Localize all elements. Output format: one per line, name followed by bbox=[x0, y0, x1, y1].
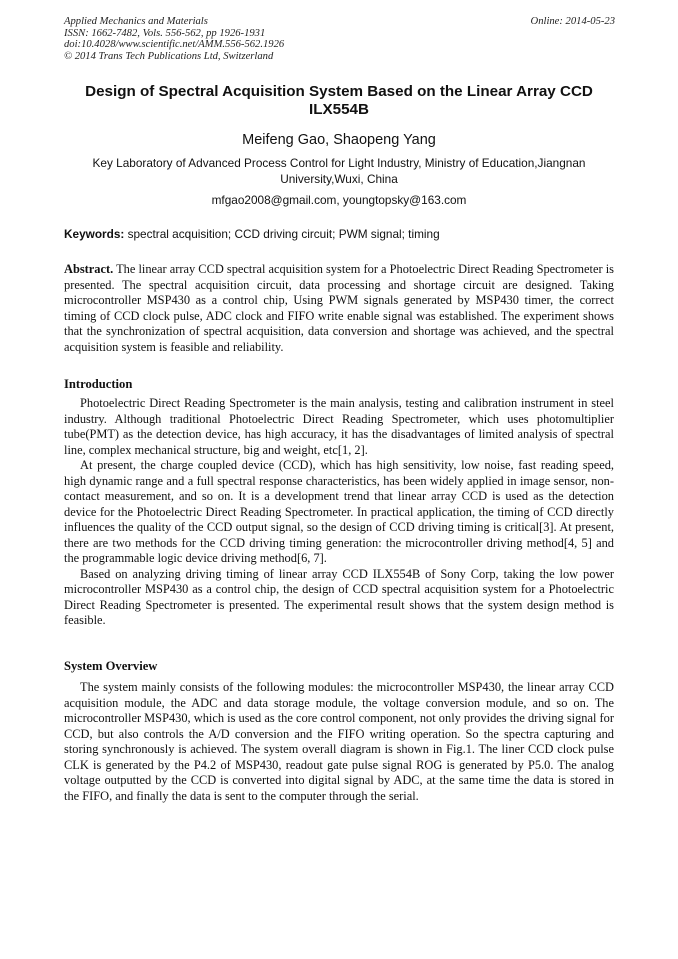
publication-info bbox=[64, 16, 284, 62]
doi-line: doi:10.4028/www.scientific.net/AMM.556-562.1926 bbox=[64, 39, 285, 51]
intro-paragraph: At present, the charge coupled device (CCD), which has high sensitivity, low noise, fast reading speed, high dynamic range and a full spectral response characteristics, has been widely applied in image sensor, non-contact measurement, and so on. It is a development trend that linear array CCD is used as the detection device for the Photoelectric Direct Reading Spectrometer. In practical application, the timing of CCD directly influences the quality of the CCD output signal, so the design of CCD driving timing is critical[3]. At present, there are two methods for the CCD driving timing generation: the microcontroller driving method[4, 5] and the programmable logic device driving method[6, 7]. bbox=[64, 458, 614, 565]
author-affiliation: Key Laboratory of Advanced Process Control for Light Industry, Ministry of Education,Jiangnan University,Wuxi, China bbox=[92, 156, 586, 186]
author-emails: mfgao2008@gmail.com, youngtopsky@163.com bbox=[211, 193, 467, 207]
issn-line: ISSN: 1662-7482, Vols. 556-562, pp 1926-1931 bbox=[64, 27, 266, 39]
intro-paragraph: Based on analyzing driving timing of linear array CCD ILX554B of Sony Corp, taking the low power microcontroller MSP430 as a control chip, the design of CCD spectral acquisition system for a Photoelectric Direct Reading Spectrometer is presented. The experimental result shows that the system design method is feasible. bbox=[64, 566, 614, 627]
intro-paragraph: Photoelectric Direct Reading Spectrometer is the main analysis, testing and calibration instrument in steel industry. Although traditional Photoelectric Direct Reading Spectrometer, which uses photomultiplier tube(PMT) as the detection device, has high accuracy, it has the disadvantages of limited analysis of spectral line, complex mechanical structure, big and weight, etc[1, 2]. bbox=[64, 396, 614, 457]
abstract-paragraph bbox=[64, 262, 614, 355]
copyright-line: © 2014 Trans Tech Publications Ltd, Switzerland bbox=[64, 50, 274, 62]
keywords-text: spectral acquisition; CCD driving circuit; PWM signal; timing bbox=[124, 227, 440, 241]
online-date: Online: 2014-05-23 bbox=[530, 16, 615, 27]
system-overview-section bbox=[64, 680, 614, 804]
abstract-label: Abstract. bbox=[64, 262, 114, 276]
keywords-line bbox=[64, 227, 614, 242]
abstract-text: The linear array CCD spectral acquisition system for a Photoelectric Direct Reading Spectrometer is presented. The spectral acquisition circuit, data processing and shortage circuit are designed. Taking microcontroller MSP430 as a control chip, Using PWM signals generated by MSP430 timer, the correct timing of CCD clock pulse, ADC clock and FIFO write enable signal was established. The experiment shows that the synchronization of spectral acquisition, data conversion and shortage was achieved, and the spectral acquisition system is feasible and reliability. bbox=[64, 262, 614, 354]
paper-authors: Meifeng Gao, Shaopeng Yang bbox=[242, 132, 436, 148]
journal-name: Applied Mechanics and Materials bbox=[64, 16, 208, 27]
overview-paragraph: The system mainly consists of the following modules: the microcontroller MSP430, the linear array CCD acquisition module, the ADC and data storage module, the voltage conversion module, and so on. The microcontroller MSP430, which is used as the core control component, not only provides the driving signal for CCD, but also controls the A/D conversion and the FIFO writing operation. So the spectra capturing and storing synchronously is achieved. The system overall diagram is shown in Fig.1. The liner CCD clock pulse CLK is generated by the P4.2 of MSP430, readout gate pulse signal ROG is generated by P5.0. The analog voltage outputted by the CCD is converted into digital signal by ADC, at the same time the data is stored in the FIFO, and finally the data is sent to the computer through the serial. bbox=[64, 680, 614, 803]
introduction-heading: Introduction bbox=[64, 377, 133, 391]
keywords-label: Keywords: bbox=[64, 227, 125, 241]
paper-title: Design of Spectral Acquisition System Based on the Linear Array CCD ILX554B bbox=[85, 83, 593, 118]
introduction-section bbox=[64, 396, 614, 629]
system-overview-heading: System Overview bbox=[64, 659, 158, 673]
